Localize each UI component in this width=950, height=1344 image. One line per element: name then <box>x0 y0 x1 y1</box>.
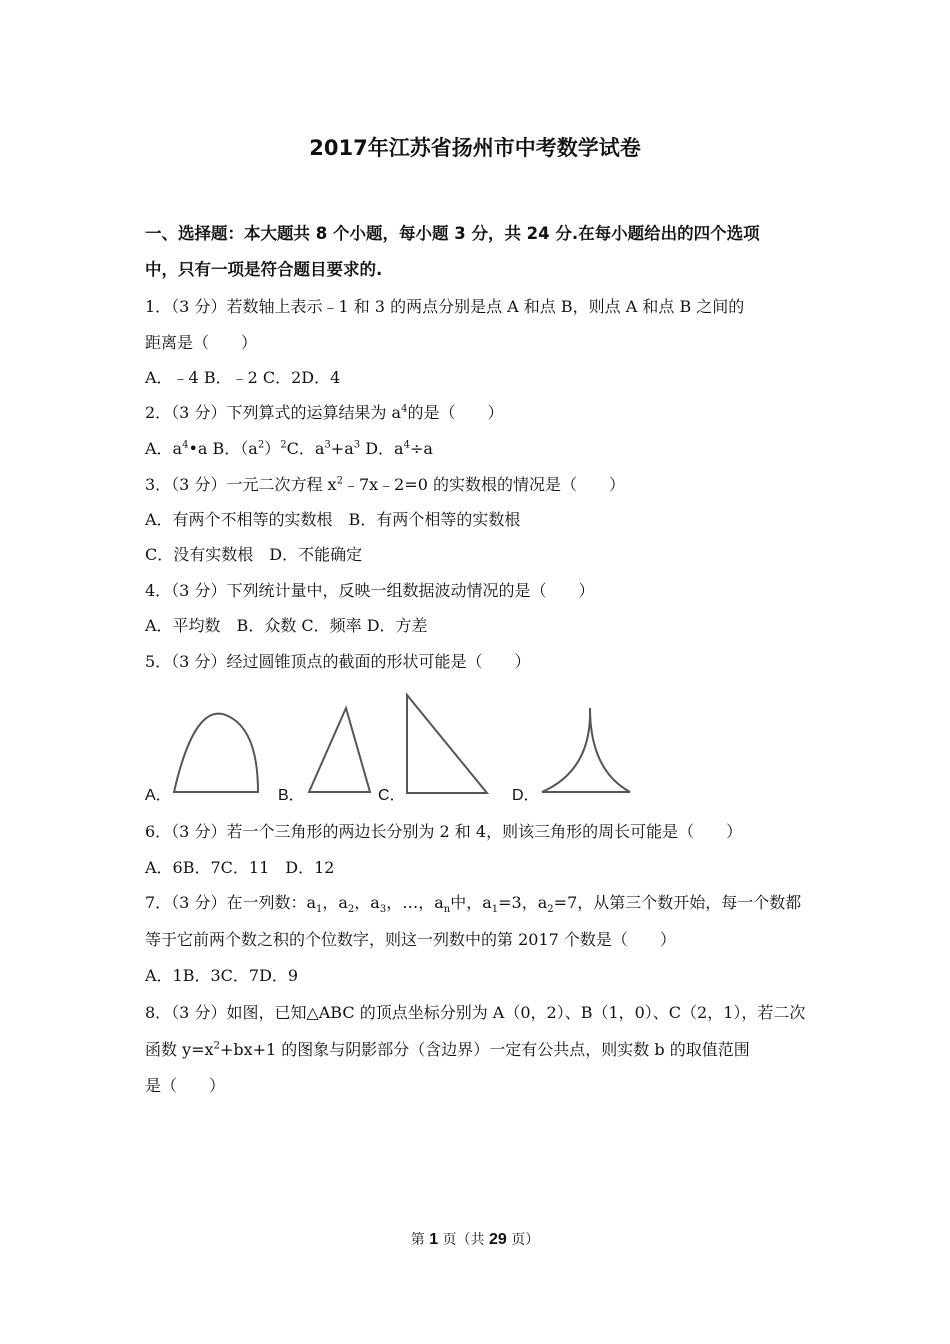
q5-shape-a-parabolic <box>174 714 258 792</box>
q8-stem-line2: 函数 $y=x^2+bx+1$ 的图象与阴影部分（含边界）一定有公共点，则实数 b 的取值范围 <box>145 1040 750 1059</box>
q3-options-line2: C．没有实数根 D．不能确定 <box>145 545 363 564</box>
q5-option-c-label: C． <box>378 787 406 804</box>
section-heading-line2: 中，只有一项是符合题目要求的. <box>145 260 383 279</box>
q2-options: A．$a^4•a$ B．$(a^2)^2C$．$a^3+a^3$ D．$a^4\div a$ <box>145 439 433 458</box>
q5-option-a-label: A． <box>145 787 172 804</box>
q6-stem: 6．（3 分）若一个三角形的两边长分别为 2 和 4，则该三角形的周长可能是（ ） <box>145 822 743 841</box>
q3-stem: 3．（3 分）一元二次方程 $x^2﹣7x﹣2=0$ 的实数根的情况是（ ） <box>145 475 625 494</box>
q8-stem-line1: 8．（3 分）如图，已知△ABC 的顶点坐标分别为 A（0，2）、B（1，0）、C（2，1），若二次 <box>145 1003 806 1022</box>
q5-option-b-label: B． <box>278 787 305 804</box>
q5-shape-c-right-triangle <box>407 695 487 793</box>
page-footer: 第 1 页（共 29 页） <box>410 1231 540 1248</box>
q3-options-line1: A．有两个不相等的实数根 B．有两个相等的实数根 <box>145 510 521 529</box>
q7-stem-line1: 7．（3 分）在一列数：$a_1$，$a_2$，$a_3$，…，$a_n$中，$a_1=3$，$a_2=7$，从第三个数开始，每一个数都 <box>145 893 802 916</box>
q5-shape-b-acute-triangle <box>309 708 370 792</box>
section-heading-line1: 一、选择题：本大题共 8 个小题，每小题 3 分，共 24 分.在每小题给出的四个选项 <box>145 224 760 243</box>
q5-option-d-label: D． <box>512 787 540 804</box>
total-pages: 29 <box>489 1231 507 1248</box>
current-page-number: 1 <box>429 1231 439 1248</box>
q7-options: A．1B．3C．7D．9 <box>145 966 299 985</box>
q1-stem-line2: 距离是（ ） <box>145 333 258 352</box>
q8-stem-line3: 是（ ） <box>145 1076 226 1095</box>
q4-stem: 4．（3 分）下列统计量中，反映一组数据波动情况的是（ ） <box>145 581 595 600</box>
q7-stem-line2: 等于它前两个数之积的个位数字，则这一列数中的第 2017 个数是（ ） <box>145 930 676 949</box>
q1-stem-line1: 1．（3 分）若数轴上表示﹣1 和 3 的两点分别是点 A 和点 B，则点 A 和点 B 之间的 <box>145 297 745 316</box>
q5-shape-d-curved-triangle <box>542 708 630 792</box>
page-title: 2017年江苏省扬州市中考数学试卷 <box>309 136 641 160</box>
q5-stem: 5．（3 分）经过圆锥顶点的截面的形状可能是（ ） <box>145 652 531 671</box>
q2-stem: 2．（3 分）下列算式的运算结果为 $a^4$的是（ ） <box>145 403 504 422</box>
q6-options: A．6B．7C．11 D．12 <box>145 858 335 877</box>
q4-options: A．平均数 B．众数 C．频率 D．方差 <box>145 616 428 635</box>
q1-options: A．﹣4 B．﹣2 C．2D．4 <box>145 368 341 387</box>
